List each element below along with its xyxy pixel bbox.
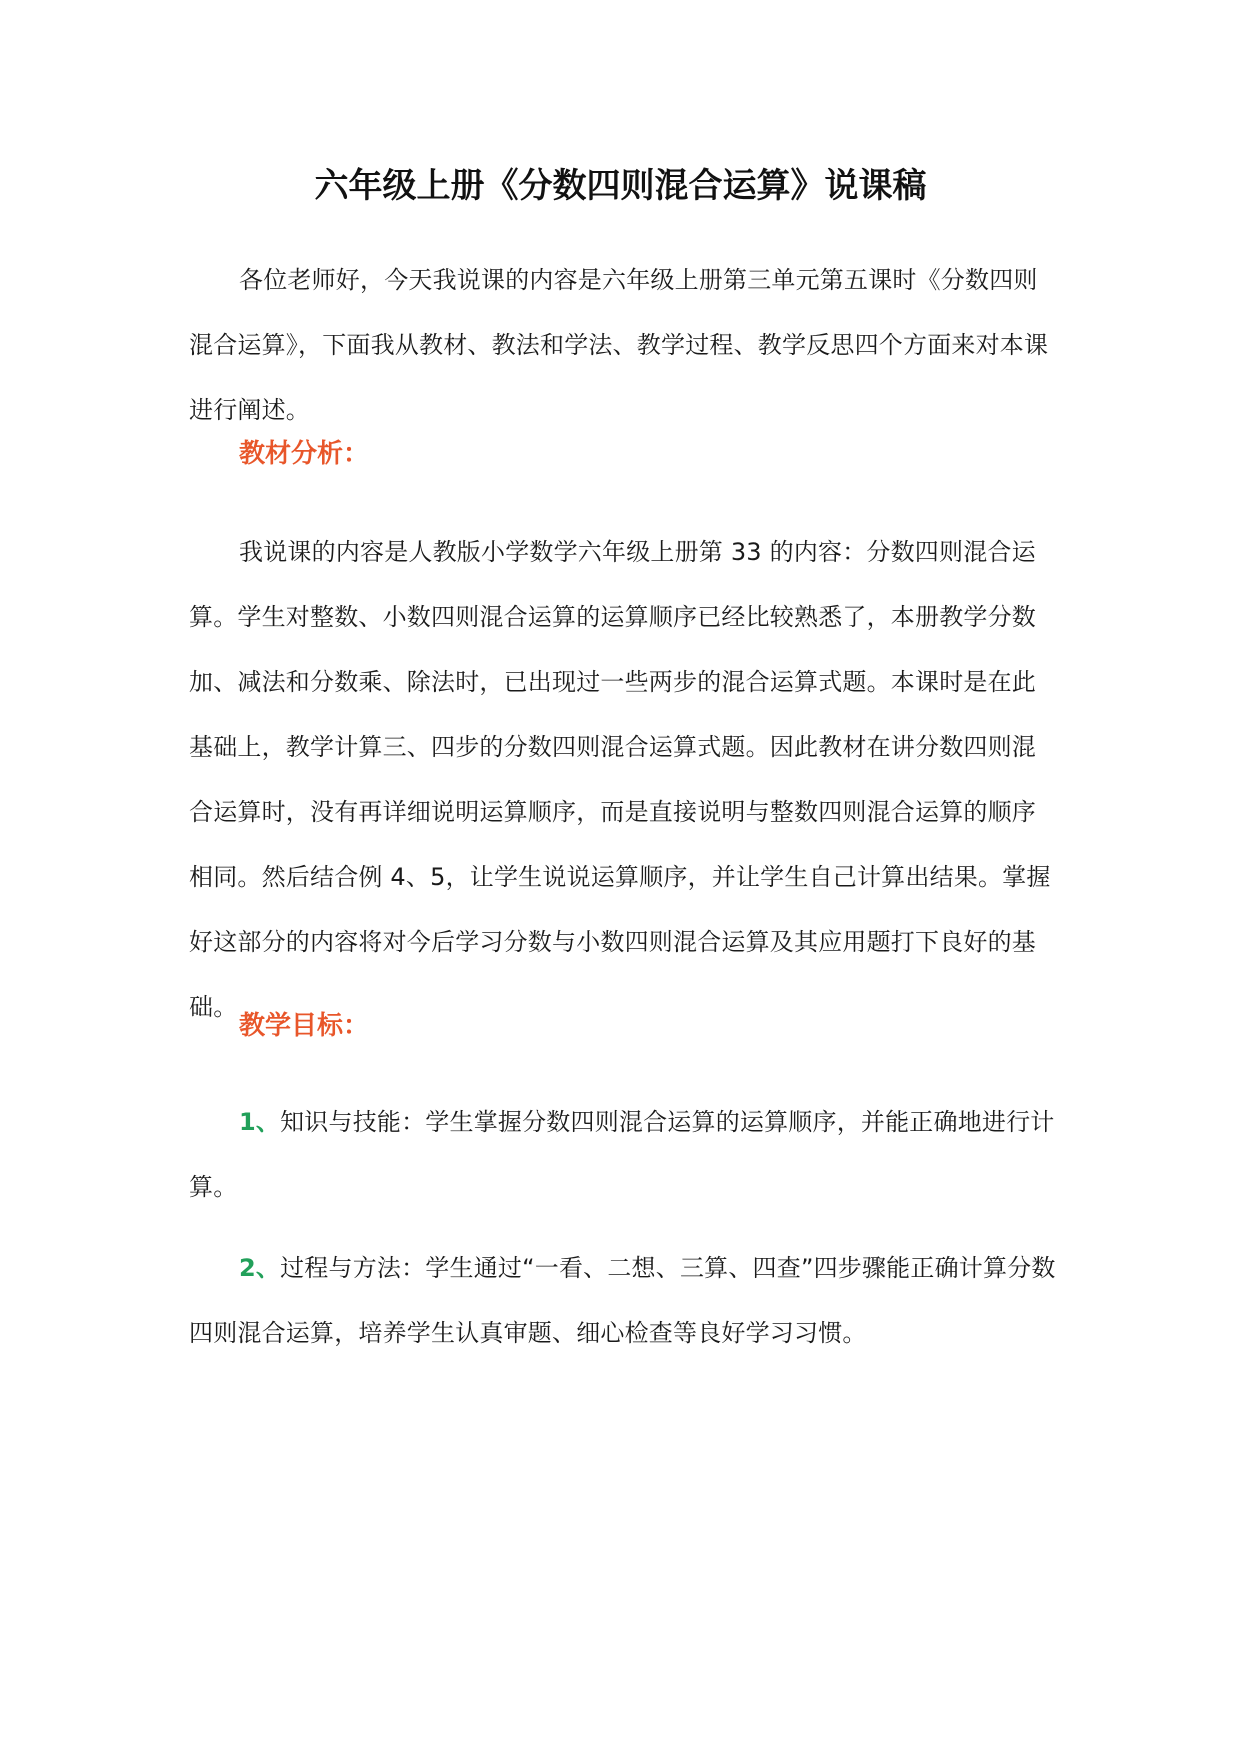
goal-text-2: 过程与方法：学生通过“一看、二想、三算、四查”四步骤能正确计算分数四则混合运算，培养学生认真审题、细心检查等良好学习习惯。 <box>189 1254 1056 1347</box>
analysis-paragraph: 我说课的内容是人教版小学数学六年级上册第 33 的内容：分数四则混合运算。学生对整数、小数四则混合运算的运算顺序已经比较熟悉了，本册教学分数加、减法和分数乘、除法时，已出现过一些两步的混合运算式题。本课时是在此基础上，教学计算三、四步的分数四则混合运算式题。因此教材在讲分数四则混合运算时，没有再详细说明运算顺序，而是直接说明与整数四则混合运算的顺序相同。然后结合例 4、5，让学生说说运算顺序，并让学生自己计算出结果。掌握好这部分的内容将对今后学习分数与小数四则混合运算及其应用题打下良好的基础。 <box>189 538 1051 1021</box>
goal-number-1: 1、 <box>239 1108 281 1136</box>
goal-number-2: 2、 <box>239 1254 281 1282</box>
goal-text-1: 知识与技能：学生掌握分数四则混合运算的运算顺序，并能正确地进行计算。 <box>189 1108 1055 1201</box>
intro-paragraph: 各位老师好，今天我说课的内容是六年级上册第三单元第五课时《分数四则混合运算》，下面我从教材、教法和学法、教学过程、教学反思四个方面来对本课进行阐述。 <box>189 266 1049 424</box>
section-heading-goals: 教学目标： <box>239 1011 370 1041</box>
goal-item-2 <box>189 1236 1059 1366</box>
goal-item-1 <box>189 1090 1059 1220</box>
section-heading-analysis: 教材分析： <box>239 439 370 469</box>
document-title: 六年级上册《分数四则混合运算》说课稿 <box>314 166 927 206</box>
